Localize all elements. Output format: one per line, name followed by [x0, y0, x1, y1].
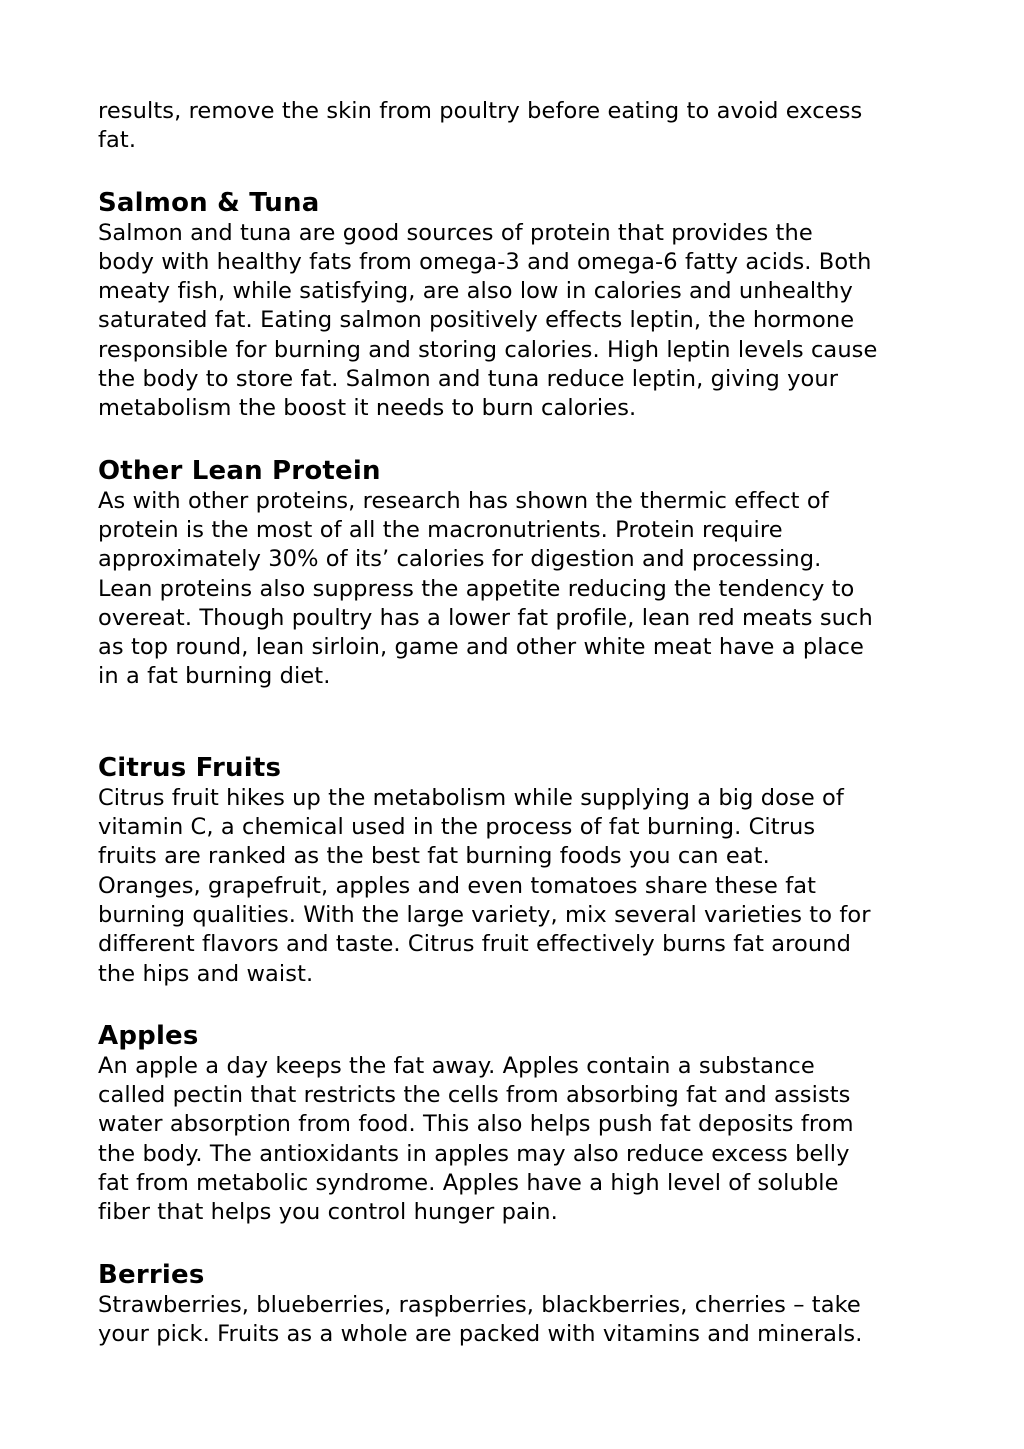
section-body	[98, 1291, 948, 1350]
section-body	[98, 219, 948, 424]
section-body	[98, 1052, 948, 1228]
text-line: metabolism the boost it needs to burn calories.	[98, 395, 637, 422]
text-line: results, remove the skin from poultry before eating to avoid excess	[98, 98, 863, 124]
section-heading: Citrus Fruits	[98, 752, 282, 783]
text-line: protein is the most of all the macronutrients. Protein require	[98, 516, 783, 543]
text-line: body with healthy fats from omega-3 and omega-6 fatty acids. Both	[98, 248, 872, 275]
text-line: fiber that helps you control hunger pain.	[98, 1199, 558, 1226]
text-line: in a fat burning diet.	[98, 663, 331, 690]
text-line: fat from metabolic syndrome. Apples have a high level of soluble	[98, 1170, 839, 1197]
text-line: Strawberries, blueberries, raspberries, blackberries, cherries – take	[98, 1291, 861, 1318]
section-berries	[98, 1259, 948, 1350]
text-line: saturated fat. Eating salmon positively effects leptin, the hormone	[98, 307, 855, 334]
text-line: water absorption from food. This also helps push fat deposits from	[98, 1111, 854, 1138]
section-heading: Berries	[98, 1259, 205, 1290]
text-line: An apple a day keeps the fat away. Apples contain a substance	[98, 1052, 815, 1079]
text-line: vitamin C, a chemical used in the process of fat burning. Citrus	[98, 814, 816, 841]
text-line: Lean proteins also suppress the appetite reducing the tendency to	[98, 575, 855, 602]
text-line: different flavors and taste. Citrus fruit effectively burns fat around	[98, 931, 852, 958]
text-line: the body to store fat. Salmon and tuna reduce leptin, giving your	[98, 366, 839, 393]
section-heading: Other Lean Protein	[98, 455, 381, 486]
text-line: overeat. Though poultry has a lower fat profile, lean red meats such	[98, 604, 873, 631]
text-line: Citrus fruit hikes up the metabolism while supplying a big dose of	[98, 784, 844, 811]
text-line: fruits are ranked as the best fat burning foods you can eat.	[98, 843, 770, 870]
section-citrus-fruits	[98, 752, 948, 989]
text-line: As with other proteins, research has shown the thermic effect of	[98, 487, 829, 514]
text-line: your pick. Fruits as a whole are packed with vitamins and minerals.	[98, 1320, 863, 1347]
section-body	[98, 784, 948, 989]
text-line: Oranges, grapefruit, apples and even tomatoes share these fat	[98, 872, 817, 899]
text-line: the hips and waist.	[98, 960, 314, 987]
text-line: responsible for burning and storing calories. High leptin levels cause	[98, 336, 878, 363]
document-page	[98, 97, 948, 1380]
section-heading: Salmon & Tuna	[98, 187, 320, 218]
text-line: as top round, lean sirloin, game and other white meat have a place	[98, 634, 864, 661]
section-salmon-tuna	[98, 187, 948, 424]
text-line: Salmon and tuna are good sources of protein that provides the	[98, 219, 813, 246]
text-line: meaty fish, while satisfying, are also low in calories and unhealthy	[98, 278, 853, 305]
section-other-lean-protein	[98, 455, 948, 692]
section-heading: Apples	[98, 1020, 199, 1051]
text-line: approximately 30% of its’ calories for digestion and processing.	[98, 546, 822, 573]
section-apples	[98, 1020, 948, 1228]
text-line: burning qualities. With the large variety, mix several varieties to for	[98, 901, 871, 928]
section-body	[98, 487, 948, 692]
text-line: fat.	[98, 127, 137, 154]
text-line: called pectin that restricts the cells from absorbing fat and assists	[98, 1082, 851, 1109]
text-line: the body. The antioxidants in apples may also reduce excess belly	[98, 1140, 850, 1167]
intro-paragraph	[98, 97, 948, 156]
